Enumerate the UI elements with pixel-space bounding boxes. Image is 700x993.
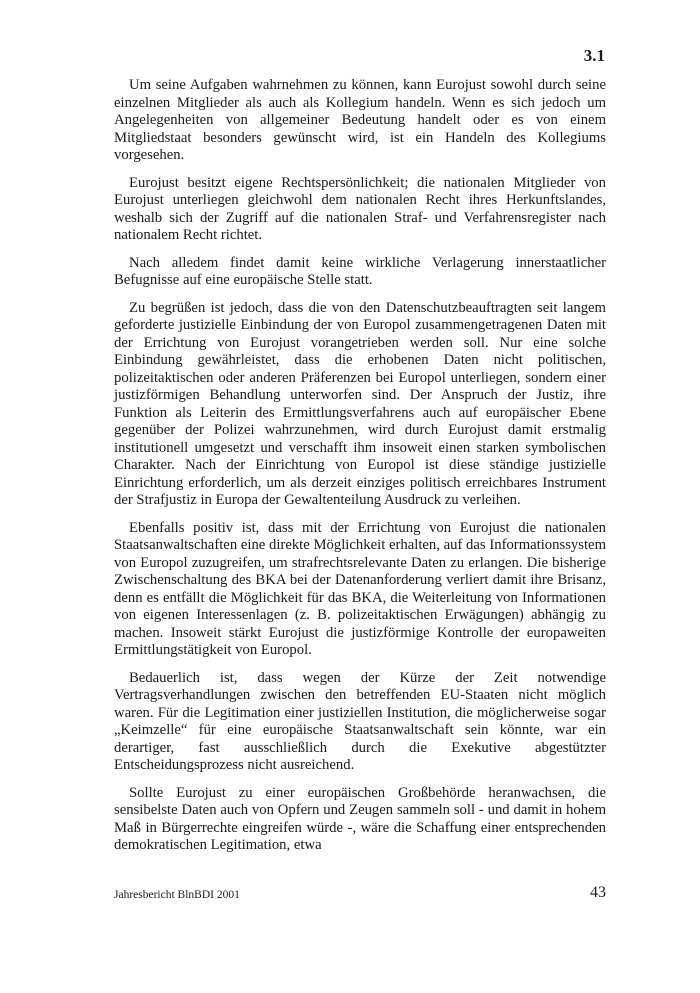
paragraph: Zu begrüßen ist jedoch, dass die von den Datenschutzbeauftragten seit langem geforderte justizielle Einbindung der von Europol zusammengetragenen Daten mit der Errichtung von Eurojust vorangetrieben werden soll. Nur eine solche Einbindung gewährleistet, dass die erhobenen Daten nicht politischen, polizeitaktischen oder anderen Präferenzen bei Europol unterliegen, sondern einer justizförmigen Behandlung unterworfen sind. Der Anspruch der Justiz, ihre Funktion als Leiterin des Ermittlungsverfahrens auch auf europäischer Ebene gegenüber der Polizei wahrzunehmen, wird durch Eurojust damit erstmalig institutionell umgesetzt und verschafft ihm insoweit einen starken symbolischen Charakter. Nach der Einrichtung von Europol ist diese ständige justizielle Einrichtung erforderlich, um als derzeit einziges politisch erreichbares Instrument der Strafjustiz in Europa der Gewaltenteilung Ausdruck zu verleihen. <box>114 299 606 508</box>
paragraph: Um seine Aufgaben wahrnehmen zu können, kann Eurojust sowohl durch seine einzelnen Mitglieder als auch als Kollegium handeln. Wenn es sich jedoch um Angelegenheiten von allgemeiner Bedeutung handelt oder es von einem Mitgliedstaat besonders gewünscht wird, ist ein Handeln des Kollegiums vorgesehen. <box>114 77 606 163</box>
section-number: 3.1 <box>583 46 605 65</box>
page-number: 43 <box>590 884 606 901</box>
body-text <box>114 77 606 865</box>
paragraph: Nach alledem findet damit keine wirkliche Verlagerung innerstaatlicher Befugnisse auf eine europäische Stelle statt. <box>114 254 606 288</box>
paragraph: Sollte Eurojust zu einer europäischen Großbehörde heranwachsen, die sensibelste Daten auch von Opfern und Zeugen sammeln soll - und damit in hohem Maß in Bürgerrechte eingreifen würde -, wäre die Schaffung einer entsprechenden demokratischen Legitimation, etwa <box>114 784 606 853</box>
footer-publication: Jahresbericht BlnBDI 2001 <box>114 889 240 901</box>
paragraph: Ebenfalls positiv ist, dass mit der Errichtung von Eurojust die nationalen Staatsanwaltschaften eine direkte Möglichkeit erhalten, auf das Informationssystem von Europol zuzugreifen, um strafrechtsrelevante Daten zu erlangen. Die bisherige Zwischenschaltung des BKA bei der Datenanforderung verliert damit ihre Brisanz, denn es entfällt die Möglichkeit für das BKA, die Weiterleitung von Informationen von eigenen Interessenlagen (z. B. polizeitaktischen Erwägungen) abhängig zu machen. Insoweit stärkt Eurojust die justizförmige Kontrolle der europaweiten Ermittlungstätigkeit von Europol. <box>114 519 606 658</box>
paragraph: Bedauerlich ist, dass wegen der Kürze der Zeit notwendige Vertragsverhandlungen zwischen den betreffenden EU-Staaten nicht möglich waren. Für die Legitimation einer justiziellen Institution, die möglicherweise sogar „Keimzelle“ für eine europäische Staatsanwaltschaft sein könnte, war ein derartiger, fast ausschließlich durch die Exekutive abgestützter Entscheidungsprozess nicht ausreichend. <box>114 669 606 773</box>
paragraph: Eurojust besitzt eigene Rechtspersönlichkeit; die nationalen Mitglieder von Eurojust unterliegen gleichwohl dem nationalen Recht ihres Herkunftslandes, weshalb sich der Zugriff auf die nationalen Straf- und Verfahrensregister nach nationalem Recht richtet. <box>114 174 606 243</box>
